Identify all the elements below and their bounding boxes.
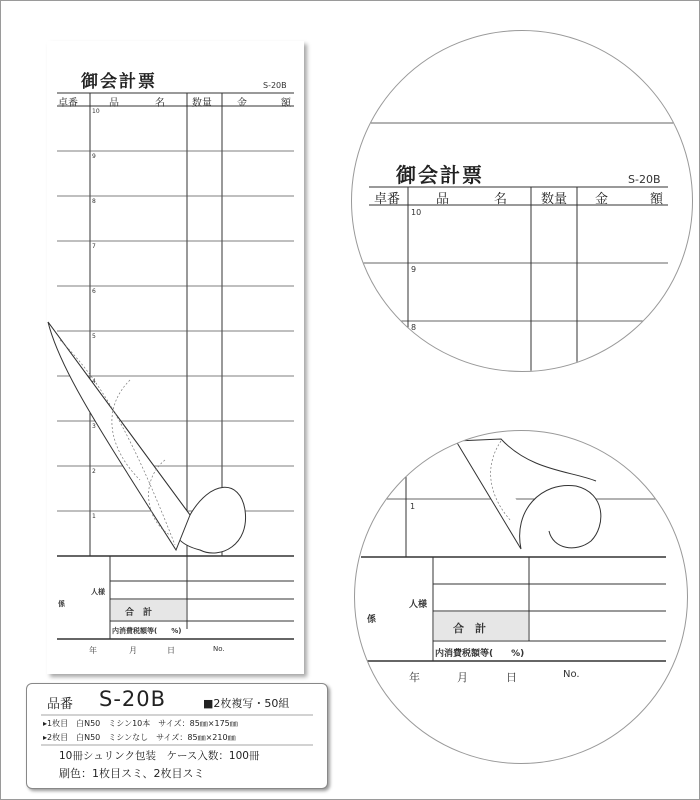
header-amount-1: 金 bbox=[237, 98, 247, 109]
spec-print-color: 刷色：1枚目スミ、2枚目スミ bbox=[59, 767, 205, 780]
tax-label: 内消費税額等( %) bbox=[112, 627, 182, 635]
zoom-circle-header bbox=[351, 30, 693, 372]
header-item-2: 名 bbox=[155, 98, 165, 109]
header-item-1: 品 bbox=[109, 98, 119, 109]
header-qty: 数量 bbox=[192, 98, 212, 109]
date-day: 日 bbox=[167, 646, 175, 655]
zoom-staff-label: 係 bbox=[367, 615, 377, 625]
staff-label: 係 bbox=[58, 600, 65, 608]
zoom-total-label: 合 計 bbox=[453, 622, 486, 635]
zoom-header-qty: 数量 bbox=[541, 192, 568, 207]
zoom-header-amount-1: 金 bbox=[595, 192, 609, 207]
row-number: 5 bbox=[92, 333, 96, 340]
spec-hinban-label: 品番 bbox=[47, 697, 74, 712]
zoom-circle-footer bbox=[354, 430, 688, 764]
zoom-grid-top bbox=[351, 31, 693, 371]
zoom-guest-label: 人様 bbox=[409, 600, 428, 610]
zoom-row-number-9: 9 bbox=[411, 265, 417, 274]
row-number: 7 bbox=[92, 243, 96, 250]
row-number: 3 bbox=[92, 423, 96, 430]
row-number: 6 bbox=[92, 288, 96, 295]
row-number: 8 bbox=[92, 198, 96, 205]
date-month: 月 bbox=[129, 646, 137, 655]
row-number: 1 bbox=[92, 513, 96, 520]
row-number: 9 bbox=[92, 153, 96, 160]
zoom-row-number-8: 8 bbox=[411, 323, 417, 332]
page-curl-illustration bbox=[40, 310, 260, 570]
zoom-row-number-10: 10 bbox=[411, 208, 422, 217]
zoom-row-number-1: 1 bbox=[410, 502, 416, 511]
zoom-form-title: 御会計票 bbox=[396, 163, 484, 187]
spec-packaging: 10冊シュリンク包装 ケース入数：100冊 bbox=[59, 750, 260, 762]
zoom-header-table-no: 卓番 bbox=[374, 192, 401, 207]
spec-copies: ■2枚複写・50組 bbox=[203, 697, 290, 710]
guest-label: 人様 bbox=[91, 588, 105, 596]
form-code: S-20B bbox=[263, 81, 287, 90]
header-table-no: 卓番 bbox=[58, 98, 78, 109]
header-amount-2: 額 bbox=[281, 98, 291, 109]
zoom-form-code: S-20B bbox=[628, 173, 661, 186]
zoom-header-item-1: 品 bbox=[436, 192, 450, 207]
spec-sheet1: ▸1枚目 白N50 ミシン10本 サイズ：85㎜×175㎜ bbox=[43, 719, 238, 728]
spec-product-code: S-20B bbox=[99, 687, 167, 711]
zoom-date-month: 月 bbox=[457, 671, 468, 684]
row-number: 4 bbox=[92, 378, 96, 385]
zoom-tax-label: 内消費税額等( %) bbox=[435, 649, 525, 659]
zoom-grid-bottom bbox=[354, 430, 688, 764]
form-title: 御会計票 bbox=[81, 72, 157, 92]
zoom-header-amount-2: 額 bbox=[650, 192, 664, 207]
zoom-date-year: 年 bbox=[409, 671, 420, 684]
date-no: No. bbox=[213, 645, 225, 653]
date-year: 年 bbox=[89, 646, 97, 655]
spec-box bbox=[26, 683, 328, 789]
row-number: 2 bbox=[92, 468, 96, 475]
zoom-header-item-2: 名 bbox=[494, 192, 508, 207]
total-label: 合 計 bbox=[125, 608, 153, 618]
spec-sheet2: ▸2枚目 白N50 ミシンなし サイズ：85㎜×210㎜ bbox=[43, 733, 236, 742]
zoom-date-no: No. bbox=[563, 669, 580, 680]
row-number: 10 bbox=[92, 108, 100, 115]
zoom-date-day: 日 bbox=[506, 671, 517, 684]
